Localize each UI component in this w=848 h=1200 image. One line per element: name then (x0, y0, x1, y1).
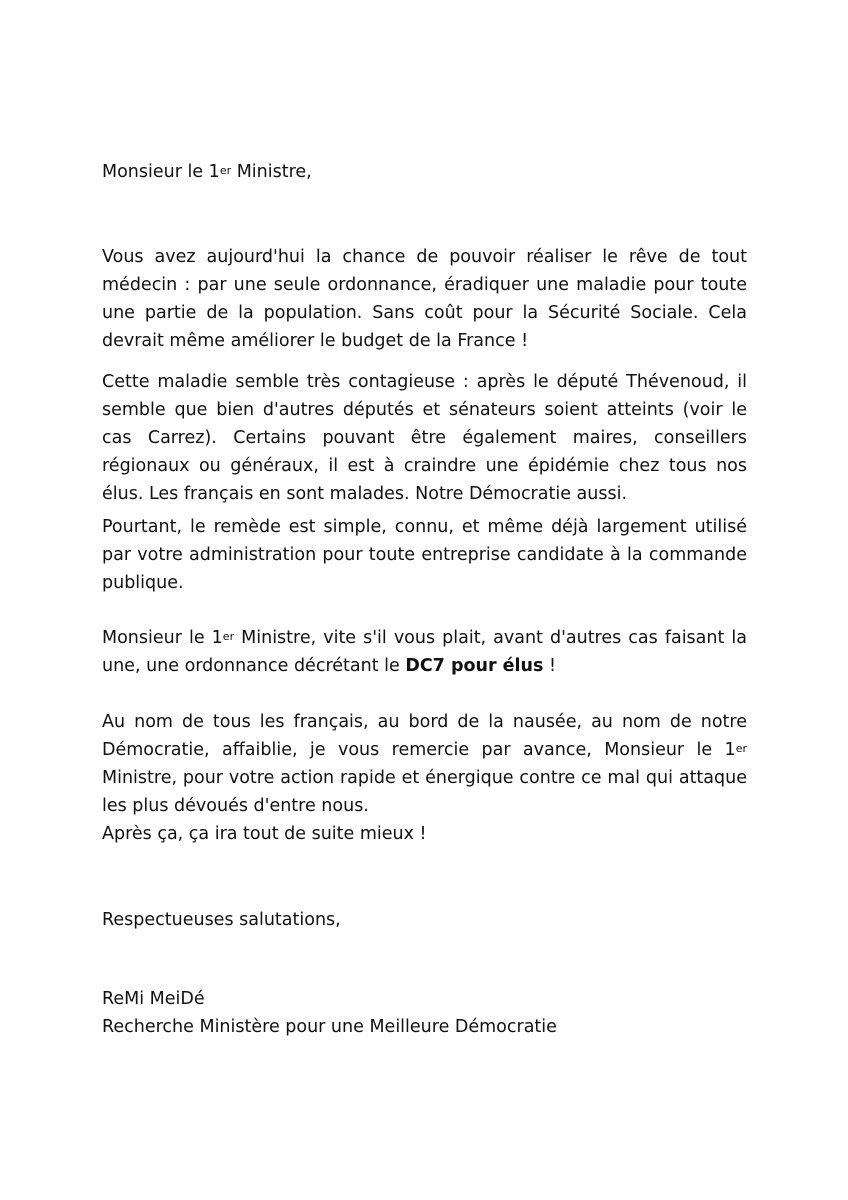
paragraph-4-superscript: er (222, 630, 235, 643)
paragraph-4-prefix: Monsieur le 1 (102, 628, 223, 648)
signature-name: ReMi MeiDé (102, 989, 205, 1009)
salutation-superscript: er (219, 164, 232, 177)
closing: Respectueuses salutations, (102, 910, 341, 930)
paragraph-5-suffix: Ministre, pour votre action rapide et énergique contre ce mal qui attaque les plus dévoués d'entre nous. (102, 768, 747, 816)
salutation-suffix: Ministre, (231, 162, 312, 182)
paragraph-4-emphasis: DC7 pour élus (405, 656, 544, 676)
paragraph-1: Vous avez aujourd'hui la chance de pouvoir réaliser le rêve de tout médecin : par une seule ordonnance, éradiquer une maladie pour toute une partie de la population. Sans coût pour la Sécurité Sociale. Cela devrait même améliorer le budget de la France ! (102, 247, 747, 351)
paragraph-3: Pourtant, le remède est simple, connu, et même déjà largement utilisé par votre administration pour toute entreprise candidate à la commande publique. (102, 517, 747, 593)
salutation-prefix: Monsieur le 1 (102, 162, 220, 182)
paragraph-5-prefix: Au nom de tous les français, au bord de la nausée, au nom de notre Démocratie, affaiblie, je vous remercie par avance, Monsieur le 1 (102, 712, 747, 760)
paragraph-5 (102, 708, 747, 848)
signature-organization: Recherche Ministère pour une Meilleure Démocratie (102, 1017, 557, 1037)
paragraph-5-superscript: er (735, 742, 747, 755)
paragraph-5-last-line: Après ça, ça ira tout de suite mieux ! (102, 824, 427, 844)
paragraph-4-middle: Ministre, vite s'il vous plait, avant d'autres cas faisant la une, une ordonnance décrétant le (102, 628, 747, 676)
paragraph-4-suffix: ! (543, 656, 557, 676)
paragraph-2: Cette maladie semble très contagieuse : après le député Thévenoud, il semble que bien d'autres députés et sénateurs soient atteints (voir le cas Carrez). Certains pouvant être également maires, conseillers régionaux ou généraux, il est à craindre une épidémie chez tous nos élus. Les français en sont malades. Notre Démocratie aussi. (102, 372, 747, 504)
paragraph-4 (102, 624, 747, 680)
salutation (102, 158, 747, 186)
